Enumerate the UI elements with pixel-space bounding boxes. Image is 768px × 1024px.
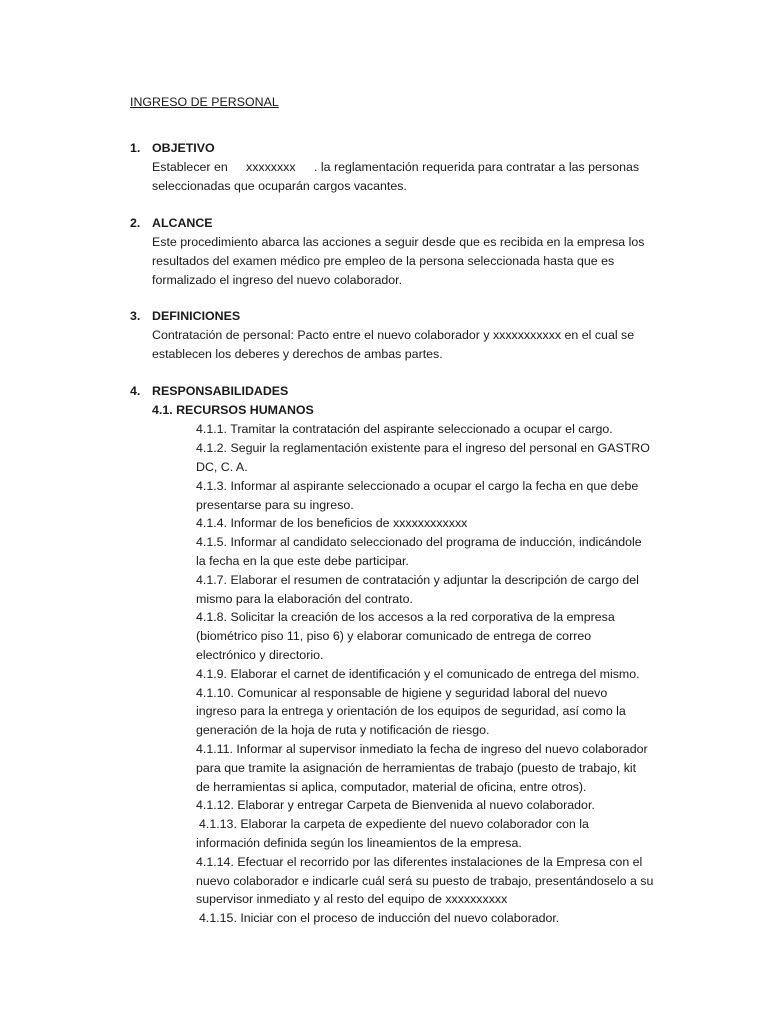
paragraph-line: . la reglamentación requerida para contratar a las personas [314, 160, 640, 174]
list-item: 4.1.8. Solicitar la creación de los accesos a la red corporativa de la empresa [196, 610, 615, 624]
section-heading: RESPONSABILIDADES [152, 384, 289, 398]
list-item: mismo para la elaboración del contrato. [196, 592, 413, 606]
list-item: 4.1.7. Elaborar el resumen de contratación y adjuntar la descripción de cargo del [196, 573, 639, 587]
list-item: de herramientas si aplica, computador, material de oficina, entre otros). [196, 780, 587, 794]
list-item: 4.1.3. Informar al aspirante seleccionado a ocupar el cargo la fecha en que debe [196, 479, 639, 493]
section-heading: ALCANCE [152, 216, 213, 230]
list-item: 4.1.14. Efectuar el recorrido por las diferentes instalaciones de la Empresa con el [196, 855, 643, 869]
list-item: 4.1.9. Elaborar el carnet de identificación y el comunicado de entrega del mismo. [196, 667, 640, 681]
list-item: para que tramite la asignación de herramientas de trabajo (puesto de trabajo, kit [196, 761, 637, 775]
list-item: DC, C. A. [196, 460, 248, 474]
list-item: información definida según los lineamientos de la empresa. [196, 836, 522, 850]
redacted-placeholder: xxxxxxxx [246, 160, 296, 174]
section-number: 2. [130, 216, 141, 230]
paragraph-line: formalizado el ingreso del nuevo colaborador. [152, 273, 403, 287]
list-item: 4.1.1. Tramitar la contratación del aspirante seleccionado a ocupar el cargo. [196, 422, 613, 436]
list-item: presentarse para su ingreso. [196, 498, 354, 512]
list-item: 4.1.12. Elaborar y entregar Carpeta de Bienvenida al nuevo colaborador. [196, 798, 595, 812]
paragraph-line: Contratación de personal: Pacto entre el nuevo colaborador y xxxxxxxxxxx en el cual se [152, 328, 635, 342]
list-item: 4.1.11. Informar al supervisor inmediato la fecha de ingreso del nuevo colaborador [196, 742, 648, 756]
list-item: supervisor inmediato y al resto del equipo de xxxxxxxxxx [196, 892, 508, 906]
list-item: 4.1.4. Informar de los beneficios de xxxxxxxxxxxx [196, 516, 468, 530]
section-number: 3. [130, 309, 141, 323]
document-title: INGRESO DE PERSONAL [130, 95, 279, 109]
list-item: nuevo colaborador e indicarle cuál será su puesto de trabajo, presentándoselo a su [196, 874, 654, 888]
list-item: 4.1.13. Elaborar la carpeta de expediente del nuevo colaborador con la [199, 817, 589, 831]
section-number: 1. [130, 141, 141, 155]
section-number: 4. [130, 384, 141, 398]
paragraph-line: Este procedimiento abarca las acciones a seguir desde que es recibida en la empresa los [152, 235, 645, 249]
list-item: (biométrico piso 11, piso 6) y elaborar comunicado de entrega de correo [196, 629, 592, 643]
list-item: electrónico y directorio. [196, 648, 324, 662]
list-item: 4.1.15. Iniciar con el proceso de inducción del nuevo colaborador. [199, 911, 560, 925]
subsection-heading: 4.1. RECURSOS HUMANOS [152, 403, 314, 417]
section-heading: OBJETIVO [152, 141, 215, 155]
list-item: la fecha en la que este debe participar. [196, 554, 409, 568]
paragraph-line: Establecer en [152, 160, 228, 174]
paragraph-line: seleccionadas que ocuparán cargos vacantes. [152, 179, 407, 193]
section-heading: DEFINICIONES [152, 309, 241, 323]
list-item: 4.1.2. Seguir la reglamentación existente para el ingreso del personal en GASTRO [196, 441, 650, 455]
paragraph-line: resultados del examen médico pre empleo de la persona seleccionada hasta que es [152, 254, 615, 268]
list-item: ingreso para la entrega y orientación de los equipos de seguridad, así como la [196, 704, 626, 718]
list-item: generación de la hoja de ruta y notificación de riesgo. [196, 723, 490, 737]
paragraph-line: establecen los deberes y derechos de ambas partes. [152, 347, 443, 361]
list-item: 4.1.5. Informar al candidato seleccionado del programa de inducción, indicándole [196, 535, 642, 549]
list-item: 4.1.10. Comunicar al responsable de higiene y seguridad laboral del nuevo [196, 686, 608, 700]
